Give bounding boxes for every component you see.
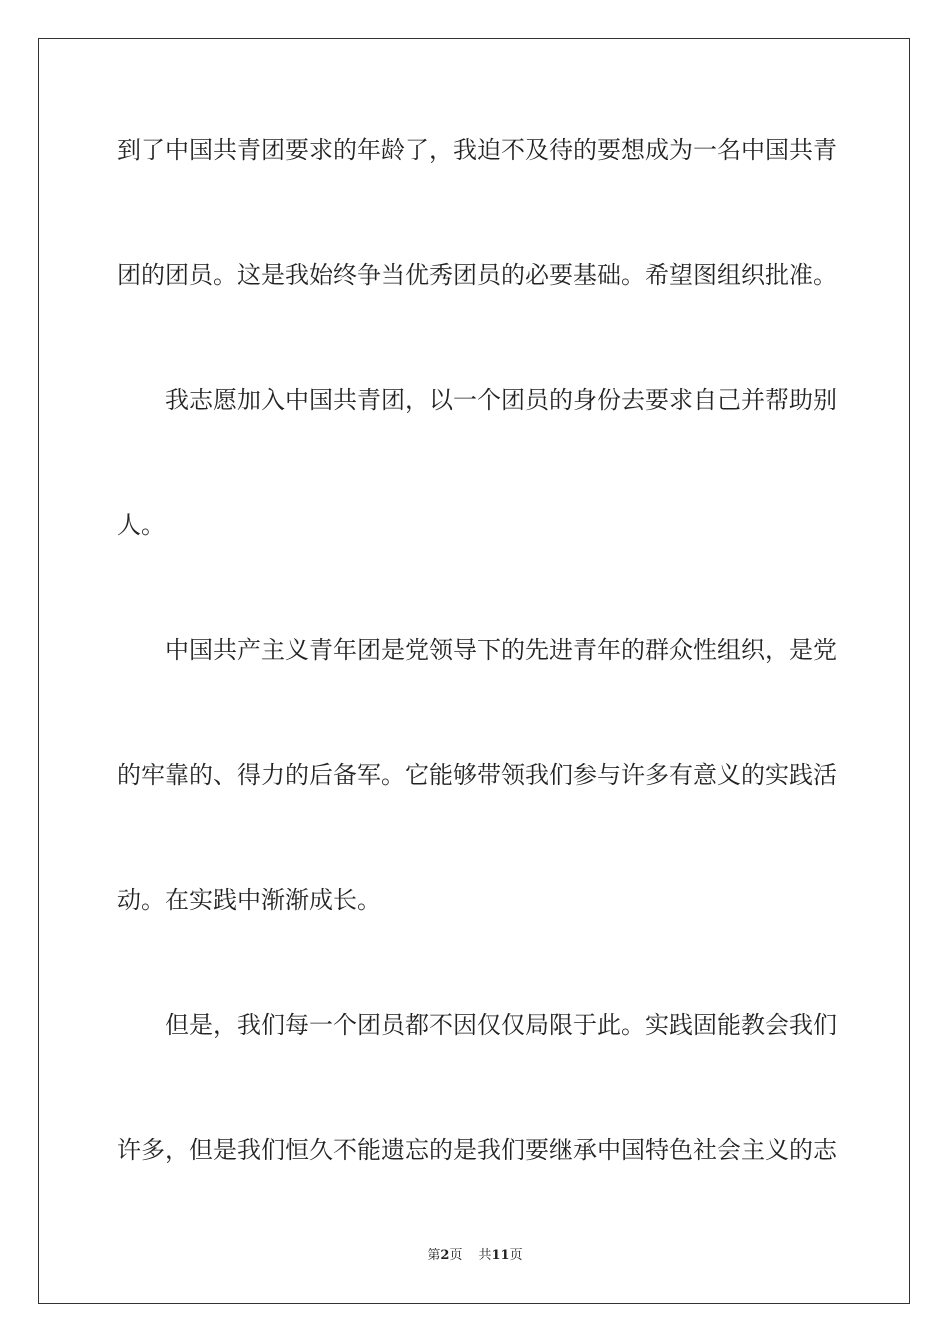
body-line-3: 我志愿加入中国共青团，以一个团员的身份去要求自己并帮助别 (165, 386, 837, 414)
body-line-2: 团的团员。这是我始终争当优秀团员的必要基础。希望图组织批准。 (117, 261, 837, 289)
footer-total-suffix: 页 (509, 1248, 523, 1263)
footer-total-prefix: 共 (478, 1248, 492, 1263)
body-line-5: 中国共产主义青年团是党领导下的先进青年的群众性组织，是党 (165, 636, 837, 664)
body-line-1: 到了中国共青团要求的年龄了，我迫不及待的要想成为一名中国共青 (117, 136, 837, 164)
body-line-9: 许多，但是我们恒久不能遗忘的是我们要继承中国特色社会主义的志 (117, 1136, 837, 1164)
footer-page-prefix: 第 (427, 1248, 441, 1263)
page-border (38, 38, 910, 1304)
footer-page-suffix: 页 (449, 1248, 463, 1263)
body-line-6: 的牢靠的、得力的后备军。它能够带领我们参与许多有意义的实践活 (117, 761, 837, 789)
body-line-4: 人。 (117, 511, 165, 539)
footer-total-number: 11 (491, 1248, 510, 1263)
body-line-8: 但是，我们每一个团员都不因仅仅局限于此。实践固能教会我们 (165, 1011, 837, 1039)
footer-page-number: 2 (440, 1248, 450, 1263)
page-footer (0, 1247, 950, 1265)
body-line-7: 动。在实践中渐渐成长。 (117, 886, 381, 914)
